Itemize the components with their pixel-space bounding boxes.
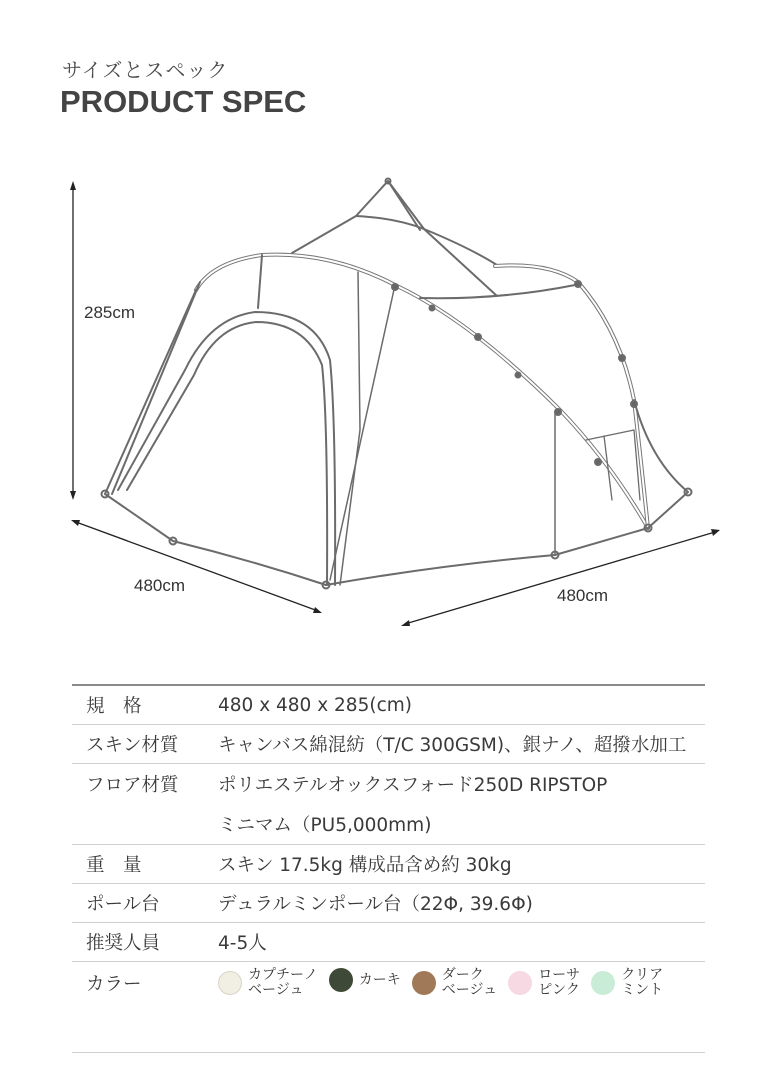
spec-value-weight: スキン 17.5kg 構成品含め約 30kg — [218, 855, 512, 876]
width-left-dimension-label: 480cm — [134, 576, 186, 595]
spec-row-color — [72, 962, 705, 1053]
spec-row-people — [72, 923, 705, 962]
spec-value-people: 4-5人 — [218, 933, 267, 954]
page-title: PRODUCT SPEC — [60, 84, 307, 119]
spec-label-people: 推奨人員 — [86, 933, 161, 954]
spec-value-size: 480 x 480 x 285(cm) — [218, 694, 412, 716]
spec-label-floor: フロア材質 — [86, 775, 179, 796]
tent-diagram — [0, 160, 768, 640]
tent-illustration — [0, 160, 768, 640]
color-option — [412, 968, 497, 998]
color-option — [329, 968, 401, 992]
spec-row-pole — [72, 884, 705, 923]
color-swatch — [412, 971, 436, 995]
color-name: ローサ ピンク — [538, 967, 581, 998]
spec-row-weight — [72, 845, 705, 884]
color-swatch — [329, 968, 353, 992]
color-name: カーキ — [358, 971, 401, 988]
height-dimension-label: 285cm — [84, 303, 136, 322]
spec-value-floor-2: ミニマム（PU5,000mm) — [218, 815, 432, 836]
color-swatch — [591, 971, 615, 995]
spec-label-weight: 重 量 — [86, 855, 142, 876]
color-name: クリア ミント — [621, 967, 664, 998]
spec-table — [72, 684, 705, 1053]
color-option — [218, 968, 318, 998]
color-options — [218, 966, 705, 998]
color-option — [591, 968, 663, 998]
spec-value-skin: キャンバス綿混紡（T/C 300GSM)、銀ナノ、超撥水加工 — [218, 735, 687, 756]
color-name: ダーク ベージュ — [441, 967, 498, 998]
page-subtitle: サイズとスペック — [62, 58, 229, 82]
color-swatch — [508, 971, 532, 995]
color-name: カプチーノ ベージュ — [248, 967, 318, 998]
spec-label-skin: スキン材質 — [86, 735, 179, 756]
width-right-dimension-label: 480cm — [557, 586, 609, 605]
spec-row-size — [72, 686, 705, 725]
spec-label-color: カラー — [86, 974, 142, 995]
spec-label-size: 規 格 — [86, 696, 142, 717]
color-option — [508, 968, 580, 998]
spec-value-pole: デュラルミンポール台（22Φ, 39.6Φ) — [218, 894, 533, 915]
color-swatch — [218, 971, 242, 995]
spec-label-pole: ポール台 — [86, 894, 160, 915]
spec-row-floor — [72, 764, 705, 845]
spec-row-skin — [72, 725, 705, 764]
spec-value-floor-1: ポリエステルオックスフォード250D RIPSTOP — [218, 775, 608, 796]
